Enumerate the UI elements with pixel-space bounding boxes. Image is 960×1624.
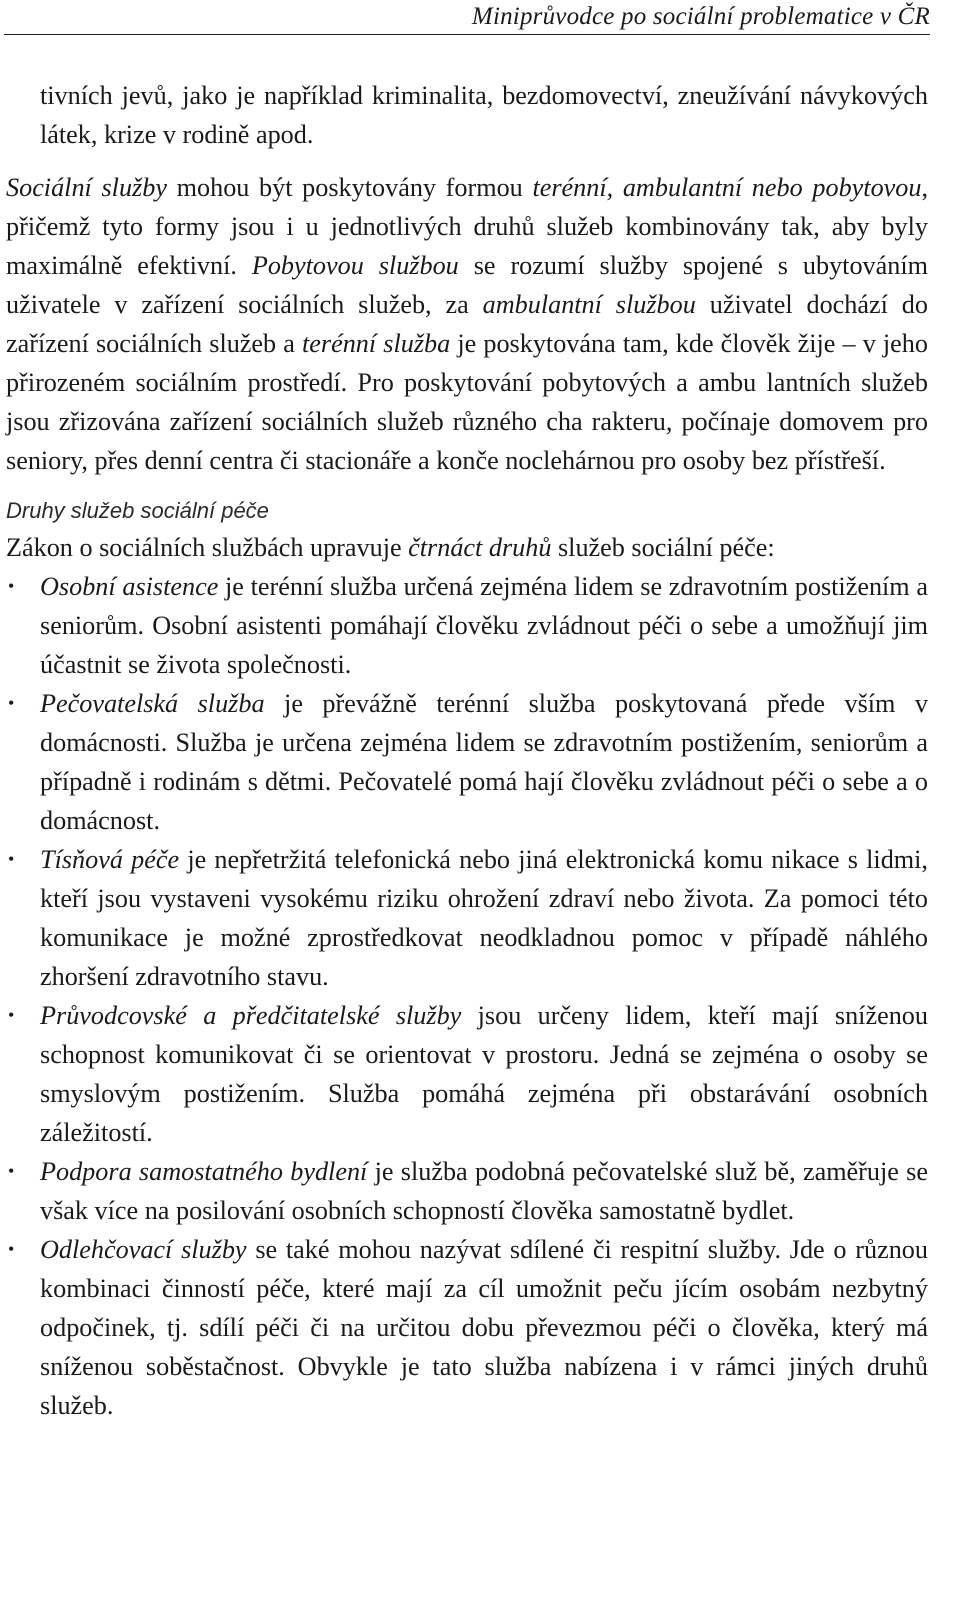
text-run: se rozumí služby spojené s ubytováním uživatele v zařízení sociálních služeb, za — [6, 251, 928, 319]
service-description: je převážně terénní služba poskytovaná přede vším v domácnosti. Služba je určena zejména lidem se zdravotním postižením, seniorům a případně i rodinám s dětmi. Pečovatelé pomá hají člověku zvládnout péči o sebe a o domácnost. — [40, 689, 928, 835]
list-item — [6, 1152, 928, 1230]
term-forms: terénní, ambulantní nebo pobytovou — [532, 173, 922, 202]
text-run: je poskytována tam, kde člověk žije – v jeho přirozeném sociálním prostředí. Pro poskytování pobytových a ambu lantních služeb jsou zřizována zařízení sociálních služeb různého cha rakteru, počínaje domovem pro seniory, přes denní centra či stacionáře a konče noclehárnou pro osoby bez přístřeší. — [6, 329, 928, 475]
list-item — [6, 567, 928, 684]
bullet-icon: • — [8, 1161, 15, 1181]
text-run: Zákon o sociálních službách upravuje — [6, 533, 409, 562]
bullet-icon: • — [8, 1239, 15, 1259]
service-list — [6, 567, 928, 1425]
service-term: Odlehčovací služby — [40, 1235, 247, 1264]
section-subheading: Druhy služeb sociální péče — [6, 498, 269, 523]
bullet-icon: • — [8, 849, 15, 869]
running-header: Miniprůvodce po sociální problematice v ČR — [471, 3, 930, 30]
paragraph-social-services — [6, 168, 928, 480]
service-description: je služba podobná pečovatelské služ bě, zaměřuje se však více na posilování osobních schopností člověka samostatně bydlet. — [40, 1157, 928, 1225]
text-run: uživatel dochází do zařízení sociálních služeb a — [6, 290, 928, 358]
term-ambulantni-sluzba: ambulantní službou — [482, 290, 696, 319]
list-item — [6, 684, 928, 840]
service-description: se také mohou nazývat sdílené či respitní služby. Jde o různou kombinaci činností péče, které mají za cíl umožnit peču jícím osobám nezbytný odpočinek, tj. sdílí péči či na určitou dobu převezmou péči o člověka, který má sníženou soběstačnost. Obvykle je tato služba nabízena i v rámci jiných druhů služeb. — [40, 1235, 928, 1420]
service-term: Tísňová péče — [40, 845, 180, 874]
header-rule — [4, 34, 930, 35]
body-text — [6, 76, 928, 1425]
text-run: služeb sociální péče: — [551, 533, 775, 562]
service-description: jsou určeny lidem, kteří mají sníženou schopnost komunikovat či se orientovat v prostoru. Jedná se zejména o osoby se smyslovým postižením. Služba pomáhá zejména při obstarávání osobních záležitostí. — [40, 1001, 928, 1147]
paragraph-continuation: tivních jevů, jako je například kriminalita, bezdomovectví, zneužívání návykových látek, krize v rodině apod. — [40, 81, 928, 149]
list-item — [6, 1230, 928, 1425]
service-term: Osobní asistence — [40, 572, 219, 601]
service-description: je terénní služba určená zejména lidem se zdravotním postižením a seniorům. Osobní asistenti pomáhají člověku zvládnout péči o sebe a umožňují jim účastnit se života společnosti. — [40, 572, 928, 679]
intro-paragraph — [6, 528, 928, 567]
bullet-icon: • — [8, 693, 15, 713]
text-run: , přičemž tyto formy jsou i u jednotlivých druhů služeb kombinovány tak, aby byly maximálně efektivní. — [6, 173, 929, 280]
list-item — [6, 996, 928, 1152]
list-item — [6, 840, 928, 996]
bullet-icon: • — [8, 1005, 15, 1025]
service-term: Pečovatelská služba — [40, 689, 265, 718]
service-term: Průvodcovské a předčitatelské služby — [40, 1001, 462, 1030]
term-terenni-sluzba: terénní služba — [302, 329, 451, 358]
service-term: Podpora samostatného bydlení — [40, 1157, 368, 1186]
bullet-icon: • — [8, 576, 15, 596]
term-socialni-sluzby: Sociální služby — [6, 173, 167, 202]
term-ctrnact-druhu: čtrnáct druhů — [408, 533, 552, 562]
text-run: mohou být poskytovány formou — [166, 173, 533, 202]
service-description: je nepřetržitá telefonická nebo jiná elektronická komu nikace s lidmi, kteří jsou vystaveni vysokému riziku ohrožení zdraví nebo života. Za pomoci této komunikace je možné zprostředkovat neodkladnou pomoc v případě náhlého zhoršení zdravotního stavu. — [40, 845, 928, 991]
term-pobytova-sluzba: Pobytovou službou — [251, 251, 459, 280]
